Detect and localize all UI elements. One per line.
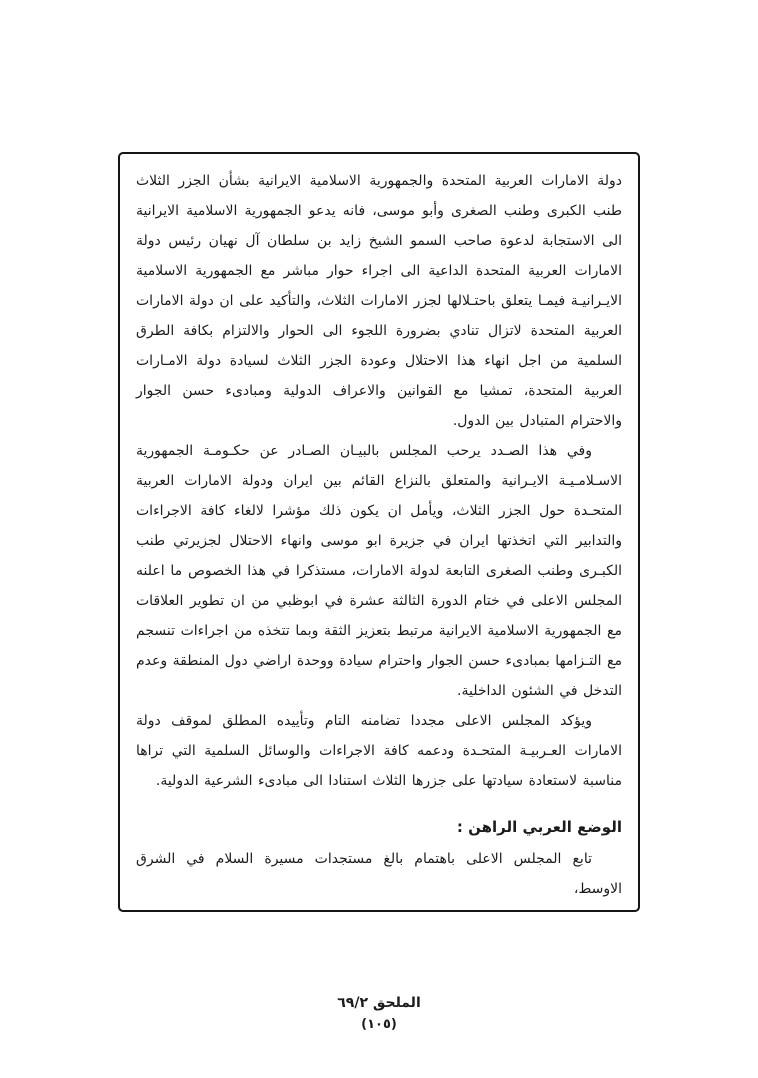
section-heading-arab-situation: الوضع العربي الراهن : <box>456 818 622 836</box>
page-footer <box>0 993 758 1035</box>
paragraph-islands-dispute: دولة الامارات العربية المتحدة والجمهورية الاسلامية الايرانية بشأن الجزر الثلاث طنب الكبرى وطنب الصغرى وأبو موسى، فانه يدعو الجمهورية الاسلامية الايرانية الى الاستجابة لدعوة صاحب السمو الشيخ زايد بن سلطان آل نهيان رئيس دولة الامارات العربية المتحدة الداعية الى اجراء حوار مباشر مع الجمهورية الاسلامية الايـرانيـة فيمـا يتعلق باحتـلالها لجزر الامارات الثلاث، والتأكيد على ان دولة الامارات العربية المتحدة لاتزال تنادي بضرورة اللجوء الى الحوار والالتزام بكافة الطرق السلمية من اجل انهاء هذا الاحتلال وعودة الجزر الثلاث لسيادة دولة الامـارات العربية المتحدة، تمشيا مع القوانين والاعراف الدولية ومبادىء حسن الجوار والاحترام المتبادل بين الدول. <box>136 173 622 429</box>
annex-label: الملحق ٦٩/٢ <box>337 995 421 1011</box>
document-border-frame <box>118 152 640 912</box>
page-number: (١٠٥) <box>361 1017 397 1032</box>
paragraph-council-welcome: وفي هذا الصـدد يرحب المجلس بالبيـان الصـادر عن حكـومـة الجمهورية الاسـلامـيـة الايـرانية والمتعلق بالنزاع القائم بين ايران ودولة الامارات العربية المتحـدة حول الجزر الثلاث، ويأمل ان يكون ذلك مؤشرا لالغاء كافة الاجراءات والتدابير التي اتخذتها ايران في جزيرة ابو موسى وانهاء الاحتلال لجزيرتي طنب الكبـرى وطنب الصغرى التابعة لدولة الامارات، مستذكرا في هذا الخصوص ما اعلنه المجلس الاعلى في ختام الدورة الثالثة عشرة في ابوظبي من ان تطوير العلاقات مع الجمهورية الاسلامية الايرانية مرتبط بتعزيز الثقة وبما تتخذه من اجراءات تنسجم مع التـزامها بمبادىء حسن الجوار واحترام سيادة ووحدة اراضي دول المنطقة وعدم التدخل في الشئون الداخلية. <box>136 443 622 699</box>
paragraph-peace-process: تابع المجلس الاعلى باهتمام بالغ مستجدات مسيرة السلام في الشرق الاوسط، <box>136 851 622 897</box>
paragraph-council-solidarity: ويؤكد المجلس الاعلى مجددا تضامنه التام وتأييده المطلق لموقف دولة الامارات العـربيـة المتحـدة ودعمه كافة الاجراءات والوسائل السلمية التي تراها مناسبة لاستعادة سيادتها على جزرها الثلاث استنادا الى مبادىء الشرعية الدولية. <box>136 713 622 789</box>
